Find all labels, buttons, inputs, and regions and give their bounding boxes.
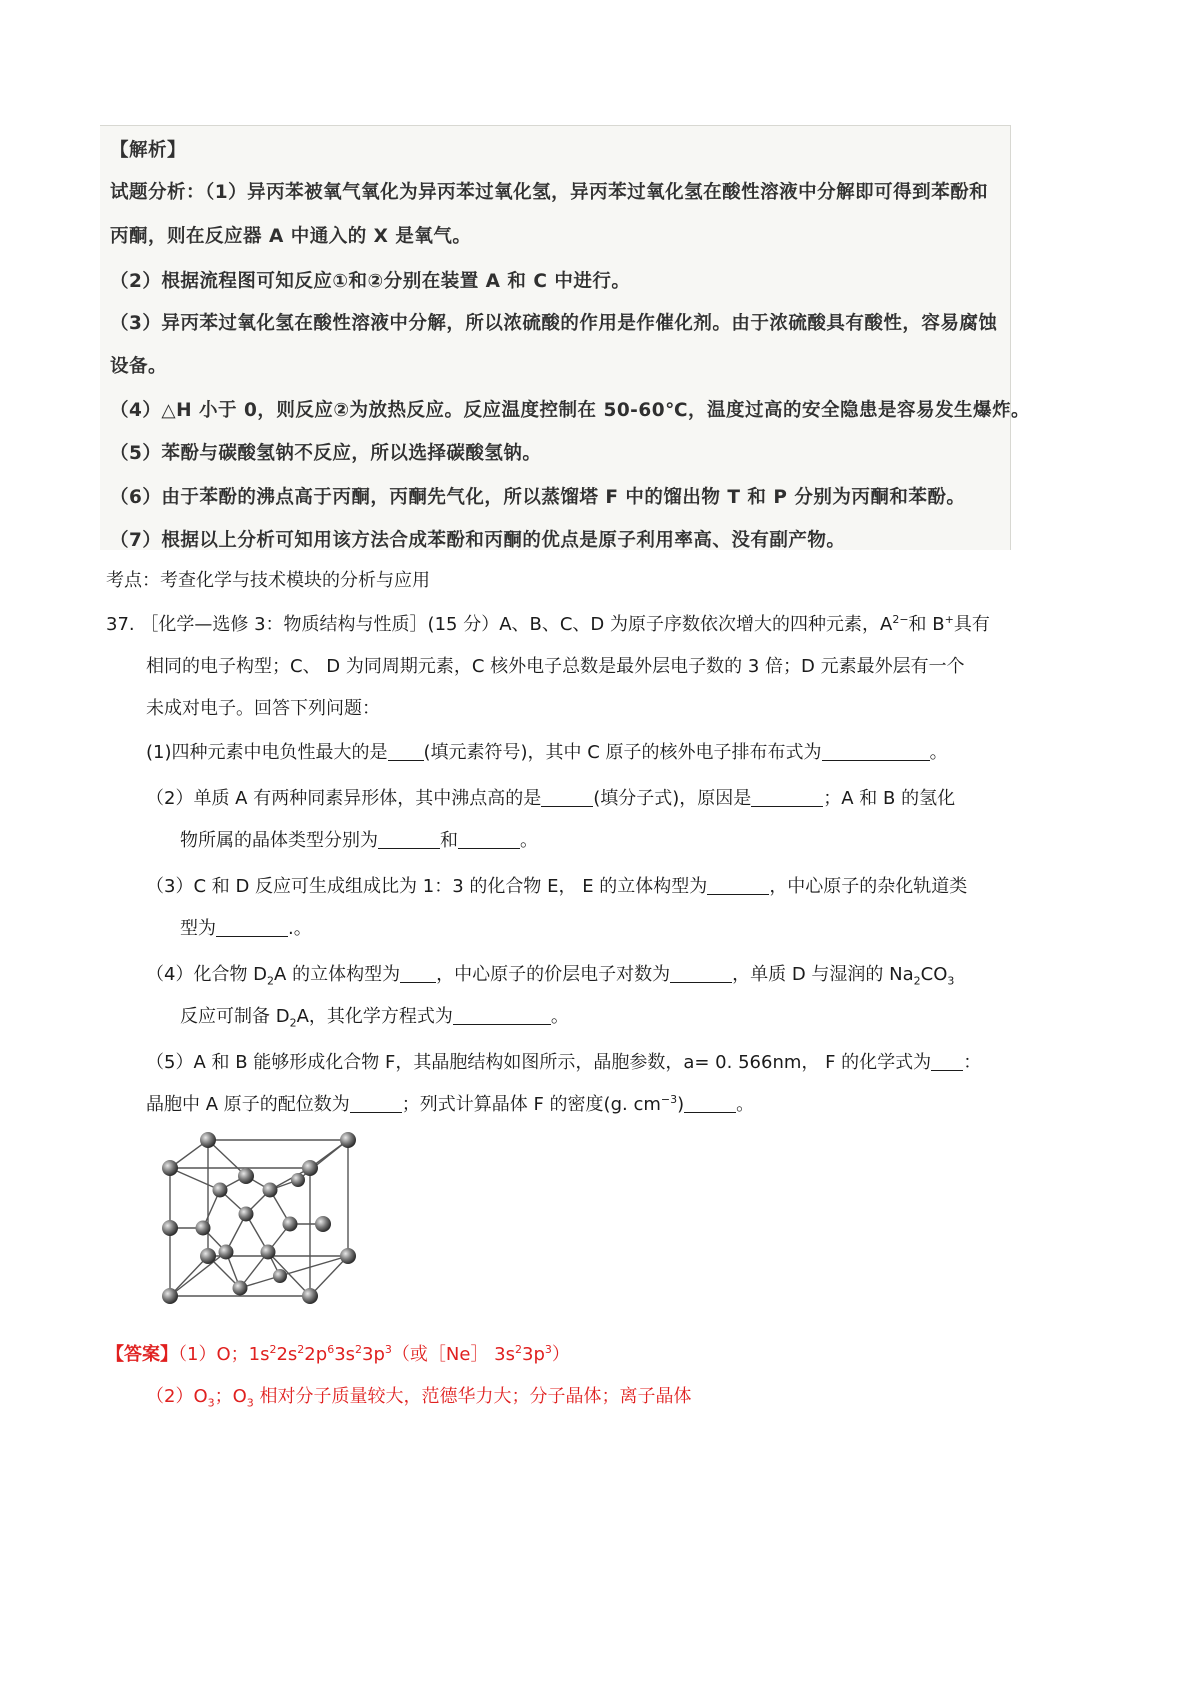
answer-2-text-a: （2）O	[146, 1386, 208, 1407]
sup-6: 6	[327, 1343, 335, 1356]
q5-text-e: )	[677, 1094, 685, 1115]
answer-1-text-d: 3s	[334, 1344, 356, 1365]
blank	[931, 1054, 963, 1071]
sub-question-4-line-2	[180, 1002, 569, 1030]
q1-text-a: (1)四种元素中电负性最大的是	[146, 742, 388, 763]
blank	[822, 744, 930, 761]
sup-2: 2	[355, 1343, 363, 1356]
answer-2-text-c: 相对分子质量较大，范德华力大；分子晶体；离子晶体	[253, 1386, 692, 1407]
sub-question-2-line-2	[180, 826, 538, 852]
sub-3: 3	[246, 1396, 254, 1410]
analysis-scan-block	[100, 125, 1031, 551]
q5-text-b: ：	[963, 1052, 982, 1073]
stem-text-a: ［化学—选修 3：物质结构与性质］(15 分）A、B、C、D 为原子序数依次增大的四种元素，A	[140, 614, 893, 635]
q5-text-d: ；列式计算晶体 F 的密度(g. cm	[401, 1094, 661, 1115]
blank	[216, 920, 288, 937]
crystal-structure-figure	[148, 1128, 368, 1313]
sub-3: 3	[207, 1396, 215, 1410]
sub-question-2	[146, 784, 955, 810]
sub-2: 2	[289, 1016, 297, 1030]
analysis-line-5: 设备。	[110, 356, 168, 377]
analysis-line-2: 丙酮，则在反应器 A 中通入的 X 是氧气。	[110, 226, 472, 247]
blank	[453, 1008, 551, 1025]
answer-line-2	[146, 1382, 692, 1410]
kaodian-label: 考点：考查化学与技术模块的分析与应用	[106, 570, 430, 591]
sub-question-5	[146, 1048, 981, 1074]
blank	[684, 1096, 736, 1113]
sub-2: 2	[913, 974, 921, 988]
q4-text-h: 。	[550, 1006, 569, 1027]
blank	[400, 966, 436, 983]
answer-1-text-f: （或［Ne］ 3s	[391, 1344, 516, 1365]
q4-text-e: CO	[920, 964, 948, 985]
q4-text-d: ，单质 D 与湿润的 Na	[732, 964, 914, 985]
sub-2: 2	[267, 974, 275, 988]
sup-3: 3	[384, 1343, 392, 1356]
blank	[378, 832, 440, 849]
q3-text-b: ，中心原子的杂化轨道类	[769, 876, 968, 897]
answer-2-text-b: ；O	[214, 1386, 247, 1407]
sup-2minus: 2−	[892, 613, 909, 626]
q2-text-c: ；A 和 B 的氢化	[823, 788, 956, 809]
analysis-line-9: （7）根据以上分析可知用该方法合成苯酚和丙酮的优点是原子利用率高、没有副产物。	[110, 530, 846, 551]
analysis-line-6: （4）△H 小于 0，则反应②为放热反应。反应温度控制在 50-60℃，温度过高的安全隐患是容易发生爆炸。	[110, 400, 1031, 421]
answer-line-1	[106, 1340, 570, 1366]
q2-text-a: （2）单质 A 有两种同素异形体，其中沸点高的是	[146, 788, 542, 809]
blank	[458, 832, 520, 849]
q5-text-c: 晶胞中 A 原子的配位数为	[146, 1094, 350, 1115]
blank	[388, 744, 424, 761]
sub-question-3	[146, 872, 967, 898]
q2-text-b: (填分子式)，原因是	[593, 788, 752, 809]
sup-2: 2	[297, 1343, 305, 1356]
sub-question-3-line-2	[180, 914, 312, 940]
sup-2: 2	[515, 1343, 523, 1356]
answer-1-text-g: 3p	[522, 1344, 545, 1365]
q2-text-e: 和	[440, 830, 458, 851]
analysis-line-3: （2）根据流程图可知反应①和②分别在装置 A 和 C 中进行。	[110, 271, 631, 292]
analysis-header: 【解析】	[110, 140, 187, 161]
answer-1-text-a: （1）O；1s	[178, 1344, 270, 1365]
blank	[751, 790, 823, 807]
sup-plus: +	[944, 613, 954, 626]
blank	[350, 1096, 402, 1113]
answer-1-text-b: 2s	[276, 1344, 298, 1365]
analysis-line-8: （6）由于苯酚的沸点高于丙酮，丙酮先气化，所以蒸馏塔 F 中的馏出物 T 和 P 分别为丙酮和苯酚。	[110, 487, 966, 508]
q3-text-a: （3）C 和 D 反应可生成组成比为 1：3 的化合物 E， E 的立体构型为	[146, 876, 708, 897]
sup-2: 2	[269, 1343, 277, 1356]
sub-question-1	[146, 738, 948, 764]
blank	[670, 966, 732, 983]
q3-text-c: 型为	[180, 918, 216, 939]
answer-1-text-c: 2p	[304, 1344, 328, 1365]
sup-3: 3	[544, 1343, 552, 1356]
q4-text-c: ，中心原子的价层电子对数为	[436, 964, 671, 985]
sub-question-4	[146, 960, 954, 988]
q1-text-c: 。	[929, 742, 948, 763]
q4-text-f: 反应可制备 D	[180, 1006, 290, 1027]
answer-1-text-e: 3p	[362, 1344, 385, 1365]
question-stem-line-2: 相同的电子构型；C、 D 为同周期元素，C 核外电子总数是最外层电子数的 3 倍；D 元素最外层有一个	[146, 656, 965, 677]
q5-text-a: （5）A 和 B 能够形成化合物 F，其晶胞结构如图所示，晶胞参数，a= 0. 566nm， F 的化学式为	[146, 1052, 932, 1073]
sup-minus3: −3	[660, 1093, 678, 1106]
q3-text-d: .。	[288, 918, 312, 939]
q4-text-b: A 的立体构型为	[274, 964, 401, 985]
answer-label: 【答案】	[106, 1344, 178, 1365]
q2-text-f: 。	[520, 830, 538, 851]
q2-text-d: 物所属的晶体类型分别为	[180, 830, 378, 851]
question-stem-line-1	[106, 610, 990, 636]
analysis-line-4: （3）异丙苯过氧化氢在酸性溶液中分解，所以浓硫酸的作用是作催化剂。由于浓硫酸具有酸性，容易腐蚀	[110, 313, 998, 334]
analysis-line-7: （5）苯酚与碳酸氢钠不反应，所以选择碳酸氢钠。	[110, 443, 542, 464]
sub-question-5-line-2	[146, 1090, 754, 1116]
q4-text-a: （4）化合物 D	[146, 964, 268, 985]
analysis-line-1: 试题分析：（1）异丙苯被氧气氧化为异丙苯过氧化氢，异丙苯过氧化氢在酸性溶液中分解即可得到苯酚和	[110, 182, 989, 203]
q4-text-g: A，其化学方程式为	[296, 1006, 453, 1027]
answer-1-text-h: ）	[551, 1344, 570, 1365]
stem-text-b: 和 B	[908, 614, 945, 635]
question-stem-line-3: 未成对电子。回答下列问题：	[146, 698, 380, 719]
question-number: 37.	[106, 614, 135, 635]
blank	[707, 878, 769, 895]
q5-text-f: 。	[736, 1094, 755, 1115]
stem-text-c: 具有	[953, 614, 990, 635]
blank	[541, 790, 593, 807]
sub-3: 3	[947, 974, 955, 988]
q1-text-b: (填元素符号)，其中 C 原子的核外电子排布布式为	[423, 742, 822, 763]
